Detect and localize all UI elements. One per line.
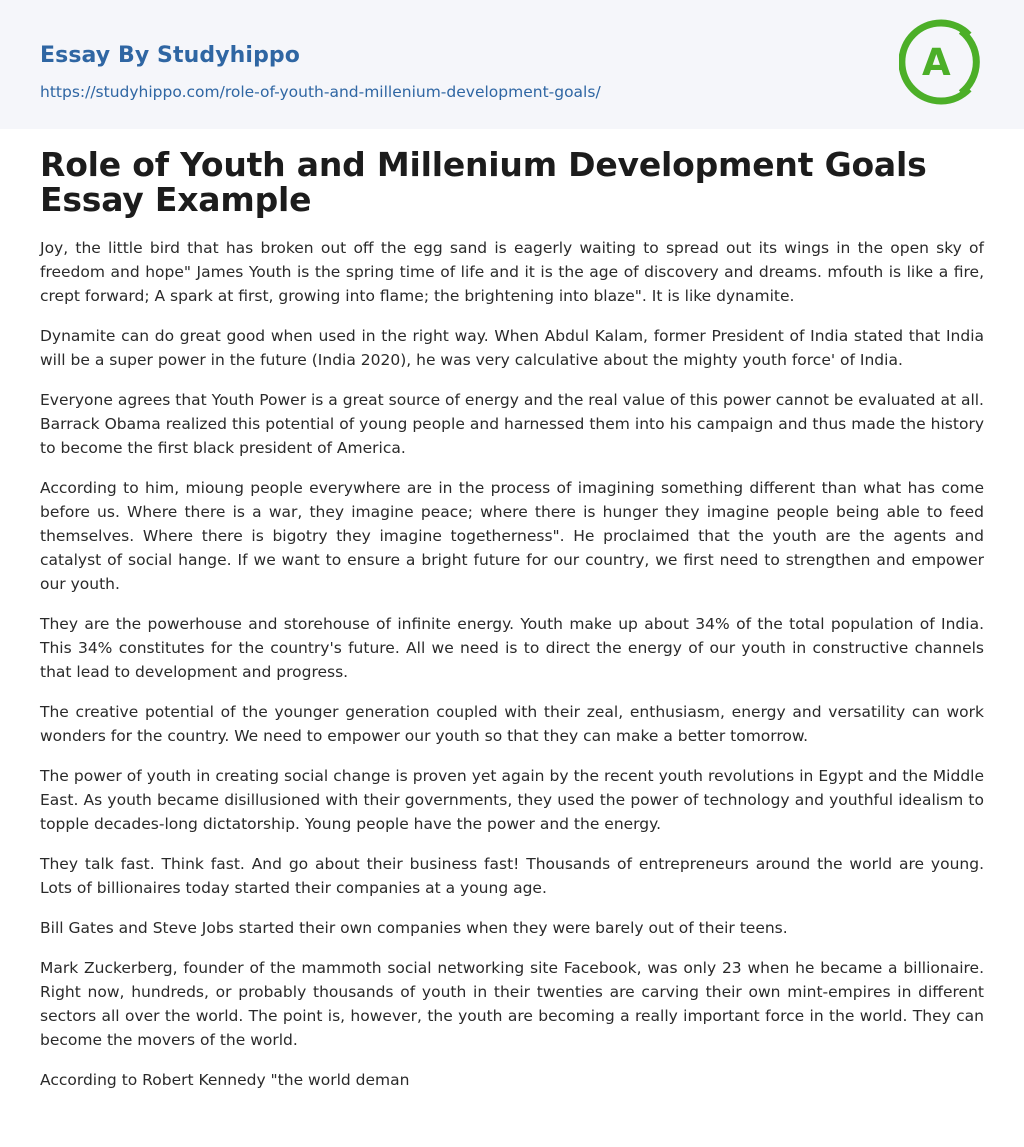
- logo-letter: A: [922, 41, 951, 84]
- article-paragraph: According to Robert Kennedy "the world deman: [40, 1071, 410, 1089]
- studyhippo-logo-icon[interactable]: [899, 19, 985, 105]
- site-header: [0, 0, 1024, 129]
- article-paragraph: They are the powerhouse and storehouse of infinite energy. Youth make up about 34% of the total population of India. This 34% constitutes for the country's future. All we need is to direct the energy of our youth in constructive channels that lead to development and progress.: [40, 615, 984, 681]
- page-url-link[interactable]: https://studyhippo.com/role-of-youth-and-millenium-development-goals/: [40, 83, 601, 101]
- article-paragraph: Mark Zuckerberg, founder of the mammoth social networking site Facebook, was only 23 when he became a billionaire. Right now, hundreds, or probably thousands of youth in their twenties are carving their own mint-empires in different sectors all over the world. The point is, however, the youth are becoming a really important force in the world. They can become the movers of the world.: [40, 959, 984, 1049]
- article-paragraph: Dynamite can do great good when used in the right way. When Abdul Kalam, former President of India stated that India will be a super power in the future (India 2020), he was very calculative about the mighty youth force' of India.: [40, 327, 984, 369]
- article: [0, 129, 1024, 1092]
- article-title: Role of Youth and Millenium Development Goals Essay Example: [40, 145, 927, 219]
- article-paragraph: According to him, mioung people everywhere are in the process of imagining something different than what has come before us. Where there is a war, they imagine peace; where there is hunger they imagine people being able to feed themselves. Where there is bigotry they imagine togetherness". He proclaimed that the youth are the agents and catalyst of social hange. If we want to ensure a bright future for our country, we first need to strengthen and empower our youth.: [40, 479, 984, 593]
- site-brand[interactable]: Essay By Studyhippo: [40, 43, 300, 68]
- article-paragraph: Joy, the little bird that has broken out off the egg sand is eagerly waiting to spread out its wings in the open sky of freedom and hope" James Youth is the spring time of life and it is the age of discovery and dreams. mfouth is like a fire, crept forward; A spark at first, growing into flame; the brightening into blaze". It is like dynamite.: [40, 239, 984, 305]
- article-paragraph: Bill Gates and Steve Jobs started their own companies when they were barely out of their teens.: [40, 919, 788, 937]
- article-paragraph: The creative potential of the younger generation coupled with their zeal, enthusiasm, energy and versatility can work wonders for the country. We need to empower our youth so that they can make a better tomorrow.: [40, 703, 984, 745]
- article-paragraph: The power of youth in creating social change is proven yet again by the recent youth revolutions in Egypt and the Middle East. As youth became disillusioned with their governments, they used the power of technology and youthful idealism to topple decades-long dictatorship. Young people have the power and the energy.: [40, 767, 984, 833]
- article-paragraph: Everyone agrees that Youth Power is a great source of energy and the real value of this power cannot be evaluated at all. Barrack Obama realized this potential of young people and harnessed them into his campaign and thus made the history to become the first black president of America.: [40, 391, 984, 457]
- article-paragraph: They talk fast. Think fast. And go about their business fast! Thousands of entrepreneurs around the world are young. Lots of billionaires today started their companies at a young age.: [40, 855, 984, 897]
